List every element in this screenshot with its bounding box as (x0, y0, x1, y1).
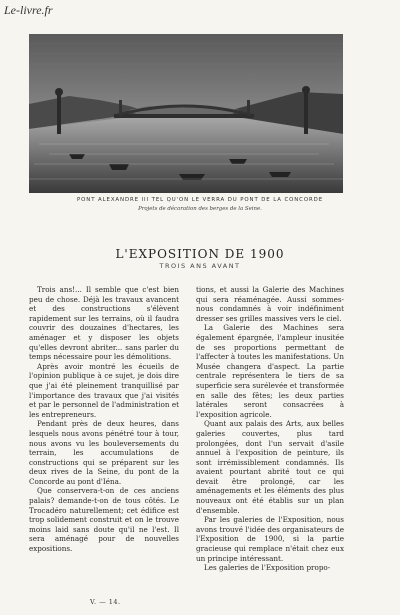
page-number: V. — 14. (90, 598, 121, 606)
engraving-illustration (29, 34, 343, 193)
paragraph: Que conservera-t-on de ces anciens palais? demande-t-on de tous côtés. Le Trocadéro naturellement; cet édifice est trop solidement construit et on le trouve moins laid sans doute qu'il ne l'est. Il sera aménagé pour de nouvelles expositions. (29, 486, 179, 554)
paragraph: tions, et aussi la Galerie des Machines qui sera réaménagée. Aussi sommes-nous condamnés à voir indéfiniment dresser ses grilles massives vers le ciel. (196, 285, 344, 323)
right-column (196, 285, 344, 573)
article-subtitle: TROIS ANS AVANT (159, 262, 241, 270)
paragraph: Quant aux palais des Arts, aux belles galeries couvertes, plus tard prolongées, dont l'un servait d'asile annuel à l'exposition de peinture, ils sont irrémissiblement condamnés. Ils avaient pourtant abrité tout ce qui devait être prolongé, car les aménagements et les éléments des plus nouveaux ont été établis sur un plan d'ensemble. (196, 419, 344, 515)
left-column (29, 285, 179, 554)
paragraph: Après avoir montré les écueils de l'opinion publique à ce sujet, je dois dire que j'ai été pleinement tranquillisé par l'importance des travaux que j'ai visités et par le personnel de l'administration et les entrepreneurs. (29, 361, 179, 419)
watermark: Le-livre.fr (4, 3, 53, 17)
article-title: L'EXPOSITION DE 1900 (115, 247, 285, 261)
paragraph: Par les galeries de l'Exposition, nous avons trouvé l'idée des organisateurs de l'Exposition de 1900, si la partie gracieuse qui remplace n'était chez eux un principe intéressant. (196, 515, 344, 563)
paragraph: Trois ans!... Il semble que c'est bien peu de chose. Déjà les travaux avancent et des constructions s'élèvent rapidement sur les terrains, où il faudra couvrir des douzaines d'hectares, les aménager et y disposer les objets qu'elles devront abriter... sans parler du temps nécessaire pour les démolitions. (29, 285, 179, 362)
figure-caption-subtitle: Projets de décoration des berges de la Seine. (138, 206, 262, 212)
paragraph: La Galerie des Machines sera également épargnée, l'ampleur inusitée de ses proportions permettant de l'affecter à toutes les manifestations. Un Musée changera d'aspect. La partie centrale représentera le tiers de sa superficie sera surélevée et transformée en salle des fêtes; les deux parties latérales seront consacrées à l'exposition agricole. (196, 323, 344, 419)
figure-caption-title: PONT ALEXANDRE III TEL QU'ON LE VERRA DU PONT DE LA CONCORDE (77, 197, 323, 203)
paragraph: Pendant près de deux heures, dans lesquels nous avons pénétré tour à tour, nous avons vu les bouleversements du terrain, les accumulations de constructions qui se préparent sur les deux rives de la Seine, du pont de la Concorde au pont d'Iéna. (29, 419, 179, 486)
paragraph: Les galeries de l'Exposition propo- (204, 563, 331, 573)
